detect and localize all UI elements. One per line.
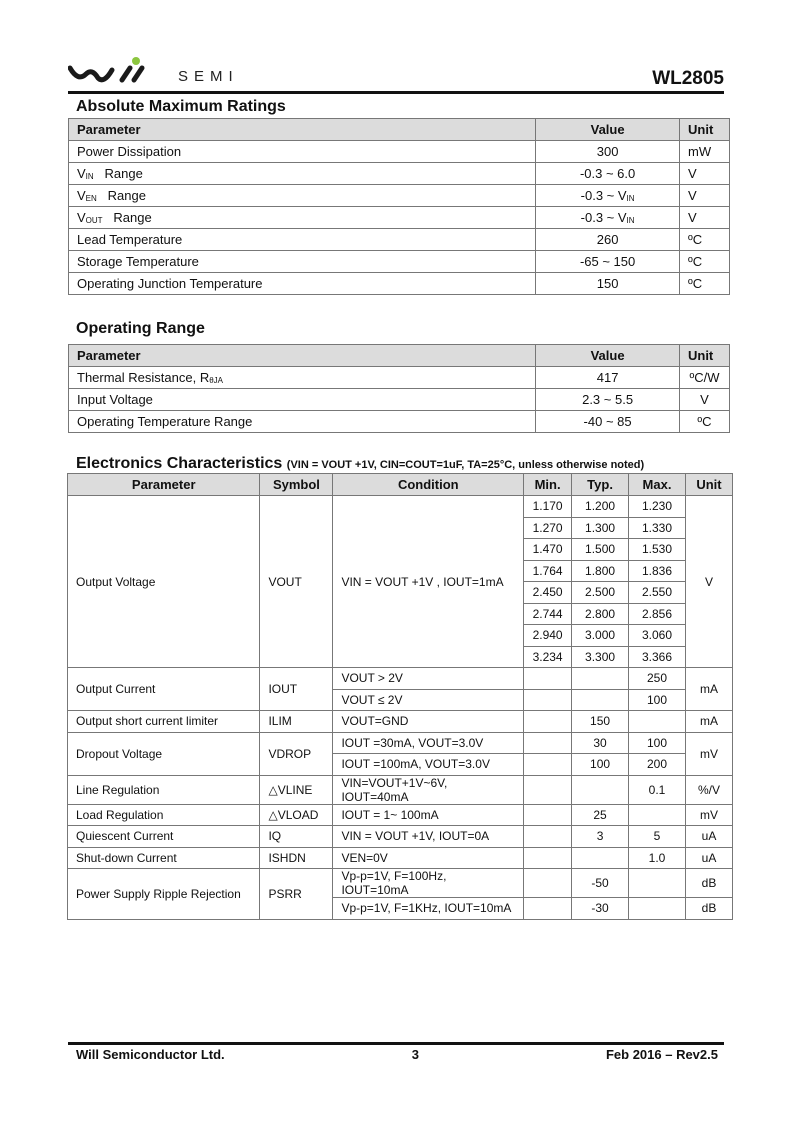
part-number: WL2805 xyxy=(652,68,724,89)
table-row: 1.764 1.800 1.836 xyxy=(68,560,733,582)
param-cell: Operating Temperature Range xyxy=(69,411,536,433)
col-min: Min. xyxy=(524,474,572,496)
unit-cell: ºC xyxy=(679,411,729,433)
table-row xyxy=(69,163,730,185)
param-cell: Output Voltage xyxy=(68,496,260,668)
param-cell: Thermal Resistance, $R_{\theta JA}$ xyxy=(69,367,536,389)
table-row: IOUT =100mA, VOUT=3.0V 100 200 xyxy=(68,754,733,776)
col-value: Value xyxy=(536,345,680,367)
value-cell: -0.3 ~ $V_{IN}$ xyxy=(536,185,680,207)
symbol-cell: IOUT xyxy=(260,668,333,711)
table-row: Output short current limiter ILIM VOUT=GND 150 mA xyxy=(68,711,733,733)
unit-cell: V xyxy=(680,185,730,207)
footer-company: Will Semiconductor Ltd. xyxy=(76,1047,225,1062)
table-header-row xyxy=(69,345,730,367)
table-row: 1.270 1.300 1.330 xyxy=(68,517,733,539)
footer-page-number: 3 xyxy=(411,1047,419,1062)
col-symbol: Symbol xyxy=(260,474,333,496)
table-row xyxy=(69,251,730,273)
table-row: VOUT ≤ 2V 100 xyxy=(68,689,733,711)
elec-conditions: (VIN = VOUT +1V, CIN=COUT=1uF, TA=25°C, unless otherwise noted) xyxy=(286,459,645,471)
table-row: Load Regulation △VLOAD IOUT = 1~ 100mA 25 mV xyxy=(68,804,733,826)
unit-cell: ºC xyxy=(680,229,730,251)
table-row xyxy=(69,141,730,163)
unit-cell: V xyxy=(679,389,729,411)
param-cell: Operating Junction Temperature xyxy=(69,273,536,295)
table-row: Output Current IOUT VOUT > 2V 250 mA xyxy=(68,668,733,690)
table-row: Output Voltage VOUT VIN = VOUT +1V , IOUT=1mA 1.170 1.200 1.230 V xyxy=(68,496,733,518)
value-cell: -0.3 ~ $V_{IN}$ xyxy=(536,207,680,229)
footer xyxy=(76,1047,718,1062)
unit-cell: V xyxy=(680,207,730,229)
col-max: Max. xyxy=(629,474,686,496)
symbol-cell: VOUT xyxy=(260,496,333,668)
param-cell: Power Dissipation xyxy=(69,141,536,163)
table-row xyxy=(69,389,730,411)
table-row xyxy=(69,367,730,389)
table-row xyxy=(69,273,730,295)
table-row: Dropout Voltage VDROP IOUT =30mA, VOUT=3.0V 30 100 mV xyxy=(68,732,733,754)
abs-max-title: Absolute Maximum Ratings xyxy=(76,98,286,115)
op-range-title: Operating Range xyxy=(76,320,205,337)
value-cell: 2.3 ~ 5.5 xyxy=(536,389,680,411)
value-cell: -0.3 ~ 6.0 xyxy=(536,163,680,185)
unit-cell: V xyxy=(685,496,732,668)
param-cell: $V_{OUT}$ Range xyxy=(69,207,536,229)
col-parameter: Parameter xyxy=(68,474,260,496)
table-row xyxy=(69,185,730,207)
value-cell: 300 xyxy=(536,141,680,163)
unit-cell: mW xyxy=(680,141,730,163)
col-unit: Unit xyxy=(685,474,732,496)
table-header-row xyxy=(68,474,733,496)
table-row xyxy=(69,229,730,251)
value-cell: -40 ~ 85 xyxy=(536,411,680,433)
col-unit: Unit xyxy=(679,345,729,367)
unit-cell: V xyxy=(680,163,730,185)
condition-cell: VIN = VOUT +1V , IOUT=1mA xyxy=(333,496,524,668)
elec-title: Electronics Characteristics (VIN = VOUT +1V, CIN=COUT=1uF, TA=25°C, unless otherwise noted) xyxy=(76,455,645,472)
value-cell: 260 xyxy=(536,229,680,251)
footer-revision: Feb 2016 – Rev2.5 xyxy=(605,1047,718,1062)
table-row: Shut-down Current ISHDN VEN=0V 1.0 uA xyxy=(68,847,733,869)
param-cell: $V_{IN}$ Range xyxy=(69,163,536,185)
abs-max-table xyxy=(68,118,730,295)
unit-cell: ºC xyxy=(680,273,730,295)
table-row: Quiescent Current IQ VIN = VOUT +1V, IOUT=0A 3 5 uA xyxy=(68,826,733,848)
company-logo xyxy=(68,56,258,86)
footer-rule xyxy=(68,1042,724,1045)
col-parameter: Parameter xyxy=(69,119,536,141)
unit-cell: ºC/W xyxy=(679,367,729,389)
value-cell: -65 ~ 150 xyxy=(536,251,680,273)
value-cell: 150 xyxy=(536,273,680,295)
table-row: Vp-p=1V, F=1KHz, IOUT=10mA -30 dB xyxy=(68,898,733,920)
param-cell: Storage Temperature xyxy=(69,251,536,273)
param-cell: Output Current xyxy=(68,668,260,711)
elec-table xyxy=(67,473,733,920)
table-row: 2.940 3.000 3.060 xyxy=(68,625,733,647)
param-cell: $V_{EN}$ Range xyxy=(69,185,536,207)
op-range-table xyxy=(68,344,730,433)
col-parameter: Parameter xyxy=(69,345,536,367)
table-row: Line Regulation △VLINE VIN=VOUT+1V~6V, IOUT=40mA 0.1 %/V xyxy=(68,775,733,804)
table-row: Power Supply Ripple Rejection PSRR Vp-p=1V, F=100Hz, IOUT=10mA -50 dB xyxy=(68,869,733,898)
col-unit: Unit xyxy=(680,119,730,141)
unit-cell: ºC xyxy=(680,251,730,273)
table-row xyxy=(69,207,730,229)
col-value: Value xyxy=(536,119,680,141)
logo-text: SEMI xyxy=(178,68,239,85)
will-logo-icon xyxy=(68,56,173,86)
col-condition: Condition xyxy=(333,474,524,496)
table-row xyxy=(69,411,730,433)
table-row: 3.234 3.300 3.366 xyxy=(68,646,733,668)
table-header-row xyxy=(69,119,730,141)
table-row: 2.450 2.500 2.550 xyxy=(68,582,733,604)
param-cell: Lead Temperature xyxy=(69,229,536,251)
param-cell: Input Voltage xyxy=(69,389,536,411)
col-typ: Typ. xyxy=(572,474,629,496)
header-rule xyxy=(68,91,724,94)
table-row: 2.744 2.800 2.856 xyxy=(68,603,733,625)
value-cell: 417 xyxy=(536,367,680,389)
table-row: 1.470 1.500 1.530 xyxy=(68,539,733,561)
